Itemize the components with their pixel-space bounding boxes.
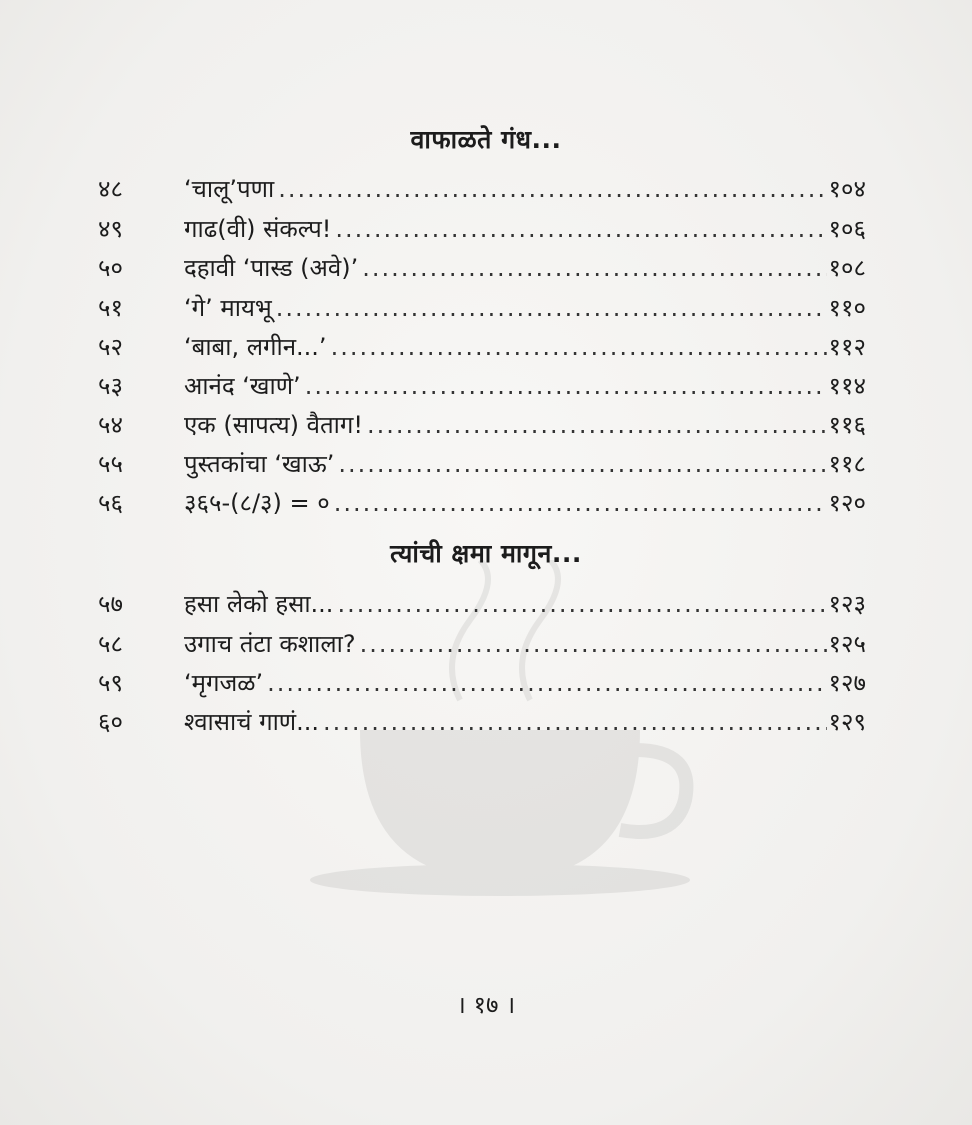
entry-title: एक (सापत्य) वैताग! <box>184 411 364 439</box>
entry-title: श्वासाचं गाणं... <box>184 708 320 736</box>
toc-entry <box>0 367 972 405</box>
entry-number: ५५ <box>98 450 123 478</box>
entry-number: ५० <box>98 254 123 282</box>
dot-leader <box>335 210 826 248</box>
entry-number: ४९ <box>98 215 123 243</box>
toc-entry <box>0 625 972 663</box>
entry-number: ५९ <box>98 669 123 697</box>
entry-number: ६० <box>98 708 123 736</box>
toc-entry <box>0 484 972 522</box>
dot-leader <box>276 289 827 327</box>
entry-page: ११२ <box>828 333 866 361</box>
entry-title: उगाच तंटा कशाला? <box>184 630 356 658</box>
dot-leader <box>305 367 827 405</box>
toc-entry <box>0 328 972 366</box>
entry-title: गाढ(वी) संकल्प! <box>184 215 332 243</box>
entry-page: १०४ <box>828 175 866 203</box>
toc-entry <box>0 664 972 702</box>
dot-leader <box>367 406 827 444</box>
entry-number: ५२ <box>98 333 123 361</box>
entry-page: ११४ <box>828 372 866 400</box>
entry-number: ५७ <box>98 590 123 618</box>
toc-entry <box>0 210 972 248</box>
entry-title: हसा लेको हसा... <box>184 590 334 618</box>
entry-title: दहावी ‘पास्ड (अवे)’ <box>184 254 359 282</box>
entry-page: १०६ <box>828 215 866 243</box>
entry-title: ‘मृगजळ’ <box>184 669 264 697</box>
entry-page: १२३ <box>828 590 866 618</box>
toc-entry <box>0 703 972 741</box>
entry-page: ११८ <box>828 450 866 478</box>
dot-leader <box>331 328 827 366</box>
entry-page: १२० <box>828 489 866 517</box>
dot-leader <box>323 703 827 741</box>
entry-page: १२५ <box>828 630 866 658</box>
dot-leader <box>267 664 826 702</box>
toc-entry <box>0 445 972 483</box>
toc-entry <box>0 585 972 623</box>
entry-number: ५८ <box>98 630 123 658</box>
dot-leader <box>278 170 826 208</box>
entry-number: ५१ <box>98 294 123 322</box>
dot-leader <box>338 445 826 483</box>
entry-page: १२७ <box>828 669 866 697</box>
entry-title: ‘गे’ मायभू <box>184 294 272 322</box>
dot-leader <box>362 249 826 287</box>
dot-leader <box>337 585 826 623</box>
entry-number: ५३ <box>98 372 123 400</box>
entry-number: ५६ <box>98 489 123 517</box>
dot-leader <box>360 625 827 663</box>
entry-title: ३६५-(८/३) = ० <box>184 489 330 517</box>
entry-title: पुस्तकांचा ‘खाऊ’ <box>184 450 335 478</box>
entry-page: १०८ <box>828 254 866 282</box>
toc-entry <box>0 406 972 444</box>
entry-number: ४८ <box>98 175 123 203</box>
section-heading: वाफाळते गंध... <box>410 125 562 154</box>
entry-page: ११० <box>828 294 866 322</box>
section-heading: त्यांची क्षमा मागून... <box>390 539 582 568</box>
toc-entry <box>0 249 972 287</box>
page-number: । १७ । <box>456 991 516 1019</box>
entry-title: ‘चालू’पणा <box>184 175 275 203</box>
dot-leader <box>334 484 827 522</box>
toc-entry <box>0 170 972 208</box>
entry-title: आनंद ‘खाणे’ <box>184 372 301 400</box>
entry-number: ५४ <box>98 411 123 439</box>
entry-page: ११६ <box>828 411 866 439</box>
entry-title: ‘बाबा, लगीन...’ <box>184 333 327 361</box>
toc-entry <box>0 289 972 327</box>
entry-page: १२९ <box>828 708 866 736</box>
